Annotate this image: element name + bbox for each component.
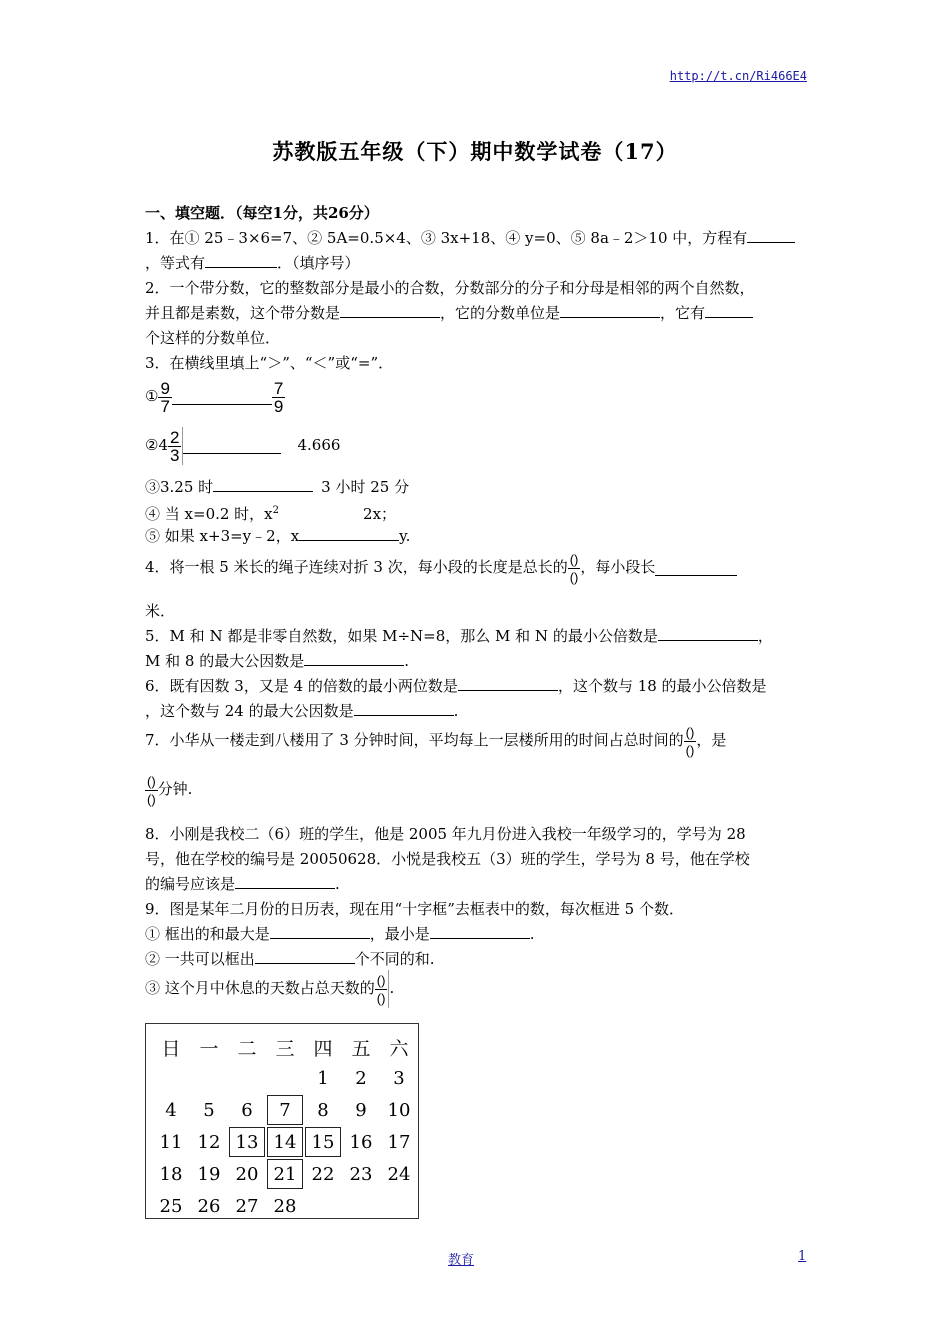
answer-blank[interactable] (340, 303, 440, 318)
q9-text: ② 一共可以框出 (145, 950, 255, 968)
calendar-day: 6 (241, 1099, 253, 1121)
page-number[interactable]: 1 (798, 1249, 807, 1264)
calendar-day: 17 (387, 1131, 411, 1153)
calendar-day: 11 (159, 1131, 183, 1153)
q6-line1 (145, 676, 767, 696)
q9-text: . (389, 979, 395, 997)
calendar-row (152, 1062, 418, 1094)
fraction: $\frac{2}{3}$ (170, 427, 180, 465)
q1-line2 (145, 253, 360, 273)
weekday: 一 (199, 1037, 219, 1060)
calendar-day: 4 (165, 1099, 177, 1121)
q9-line3 (145, 949, 435, 969)
q2-line2 (145, 303, 753, 323)
calendar-day: 12 (197, 1131, 221, 1153)
calendar-day: 9 (355, 1099, 367, 1121)
q1-text: ，等式有 (145, 254, 206, 272)
q7-line1 (145, 720, 726, 760)
q5-text: M 和 8 的最大公因数是 (145, 652, 305, 670)
q5-line1 (145, 626, 773, 646)
fraction: $\frac{()}{()}$ (376, 972, 386, 1006)
q4-line1 (145, 547, 737, 587)
calendar-day: 1 (317, 1067, 329, 1089)
q3-item2 (145, 425, 340, 465)
q3-text: 4.666 (297, 436, 341, 454)
q2-text: ，它的分数单位是 (440, 304, 561, 322)
q5-text: . (404, 652, 409, 670)
q9-text: . (529, 925, 535, 943)
q4-line2: 米． (145, 602, 176, 620)
calendar-day: 25 (159, 1195, 183, 1217)
calendar-day: 20 (235, 1163, 259, 1185)
answer-blank[interactable] (213, 477, 313, 492)
header-link[interactable]: http://t.cn/Ri466E4 (669, 69, 807, 83)
fraction: $\frac{7}{9}$ (273, 378, 284, 416)
q2-line3: 个这样的分数单位． (145, 329, 281, 347)
calendar-day (190, 1062, 228, 1094)
calendar-day: 24 (387, 1163, 411, 1185)
footer-link[interactable]: 教育 (448, 1253, 475, 1268)
answer-blank[interactable] (658, 626, 758, 641)
answer-blank[interactable] (430, 924, 530, 939)
answer-blank[interactable] (255, 949, 355, 964)
calendar-day: 3 (393, 1067, 405, 1089)
q2-text: 并且都是素数，这个带分数是 (145, 304, 341, 322)
q3-text: ③3.25 时 (145, 478, 214, 496)
answer-blank[interactable] (655, 561, 737, 576)
exponent: 2 (272, 505, 280, 516)
q3-text: ④ 当 x=0.2 时，x (145, 505, 273, 523)
q3-prefix: ① (145, 387, 159, 405)
calendar-row (152, 1158, 418, 1190)
q8-line2: 号，他在学校的编号是 20050628．小悦是我校五（3）班的学生，学号为 8 号，他在学校 (145, 850, 750, 868)
q8-text: . (335, 875, 340, 893)
q8-line3 (145, 874, 340, 894)
calendar-day-boxed: 15 (304, 1126, 342, 1158)
q8-line1: 8．小刚是我校二（6）班的学生，他是 2005 年九月份进入我校一年级学习的，学号为 28 (145, 825, 746, 843)
calendar-day: 19 (197, 1163, 221, 1185)
calendar-day: 22 (311, 1163, 335, 1185)
calendar-day (342, 1190, 380, 1222)
calendar-day: 10 (387, 1099, 411, 1121)
weekday: 日 (161, 1037, 181, 1060)
q4-text: 4．将一根 5 米长的绳子连续对折 3 次，每小段的长度是总长的 (145, 558, 568, 576)
answer-blank[interactable] (747, 228, 795, 243)
q7-text: 分钟. (157, 780, 193, 798)
q7-text: 7．小华从一楼走到八楼用了 3 分钟时间，平均每上一层楼所用的时间占总时间的 (145, 731, 684, 749)
q6-text: ，这个数与 18 的最小公倍数是 (557, 677, 767, 695)
calendar-day-boxed: 13 (228, 1126, 266, 1158)
page-title: 苏教版五年级（下）期中数学试卷（17） (272, 139, 678, 164)
calendar-day (228, 1062, 266, 1094)
q7-line2 (145, 769, 192, 809)
q6-line2 (145, 701, 458, 721)
q2-line1: 2．一个带分数，它的整数部分是最小的合数，分数部分的分子和分母是相邻的两个自然数， (145, 279, 755, 297)
q9-line4 (145, 968, 394, 1008)
calendar-day: 28 (273, 1195, 297, 1217)
calendar-day-boxed: 14 (266, 1126, 304, 1158)
q7-text: ，是 (696, 731, 727, 749)
calendar-day: 26 (197, 1195, 221, 1217)
q3-text: y. (399, 527, 411, 545)
section1-heading: 一、填空题．（每空1分，共26分） (145, 204, 379, 222)
q3-text: 3 小时 25 分 (321, 478, 410, 496)
fraction: $\frac{()}{()}$ (147, 773, 156, 807)
q9-text: ，最小是 (369, 925, 430, 943)
calendar-table (152, 1032, 418, 1222)
calendar-weekday-row (152, 1032, 418, 1062)
calendar-day (152, 1062, 190, 1094)
answer-blank[interactable] (458, 676, 558, 691)
q5-text: 5．M 和 N 都是非零自然数，如果 M÷N=8，那么 M 和 N 的最小公倍数是 (145, 627, 658, 645)
calendar-day: 27 (235, 1195, 259, 1217)
q6-text: . (453, 702, 459, 720)
fraction: $\frac{9}{7}$ (160, 378, 170, 416)
answer-blank[interactable] (354, 701, 454, 716)
answer-blank[interactable] (299, 526, 399, 541)
calendar-day (380, 1190, 418, 1222)
q1-text: ．（填序号） (277, 254, 360, 272)
q9-text: 个不同的和. (354, 950, 435, 968)
answer-blank[interactable] (304, 651, 404, 666)
answer-blank[interactable] (270, 924, 370, 939)
fraction: $\frac{()}{()}$ (569, 551, 579, 585)
calendar-day-boxed: 7 (266, 1094, 304, 1126)
q3-item4 (145, 501, 396, 524)
fraction: $\frac{()}{()}$ (685, 724, 695, 758)
calendar-row (152, 1094, 418, 1126)
q3-line1: 3．在横线里填上“＞”、“＜”或“=”． (145, 354, 394, 372)
q3-text: 2x； (363, 505, 397, 523)
q3-text: ⑤ 如果 x+3=y﹣2，x (145, 527, 300, 545)
q1-text: 1．在① 25﹣3×6=7、② 5A=0.5×4、③ 3x+18、④ y=0、⑤ 8a﹣2＞10 中，方程有 (145, 229, 748, 247)
calendar-day-boxed: 21 (266, 1158, 304, 1190)
calendar-day: 2 (355, 1067, 367, 1089)
calendar-day (266, 1062, 304, 1094)
calendar-row (152, 1126, 418, 1158)
calendar-row (152, 1190, 418, 1222)
answer-blank[interactable] (705, 303, 753, 318)
q3-item1 (145, 376, 285, 416)
calendar-day: 16 (349, 1131, 373, 1153)
q4-text: ，每小段长 (580, 558, 656, 576)
q3-prefix: ②4 (145, 436, 168, 454)
weekday: 二 (237, 1037, 257, 1060)
q9-text: ③ 这个月中休息的天数占总天数的 (145, 979, 375, 997)
weekday: 三 (275, 1037, 295, 1060)
q8-text: 的编号应该是 (145, 875, 236, 893)
q5-text: ， (757, 627, 773, 645)
calendar-day (304, 1190, 342, 1222)
answer-blank[interactable] (560, 303, 660, 318)
calendar-figure (145, 1023, 419, 1219)
answer-blank[interactable] (172, 390, 272, 405)
calendar-day: 23 (349, 1163, 373, 1185)
q6-text: ，这个数与 24 的最大公因数是 (145, 702, 354, 720)
q9-text: ① 框出的和最大是 (145, 925, 270, 943)
weekday: 四 (313, 1037, 333, 1060)
calendar-day: 5 (203, 1099, 215, 1121)
weekday: 五 (351, 1037, 371, 1060)
q3-item5 (145, 526, 410, 546)
q3-item3 (145, 477, 409, 497)
answer-blank[interactable] (235, 874, 335, 889)
calendar-day: 8 (317, 1099, 329, 1121)
answer-blank[interactable] (183, 439, 281, 454)
answer-blank[interactable] (205, 253, 277, 268)
q1-line1 (145, 228, 795, 248)
q5-line2 (145, 651, 409, 671)
q9-line1: 9．图是某年二月份的日历表，现在用“十字框”去框表中的数，每次框进 5 个数． (145, 900, 684, 918)
q9-line2 (145, 924, 535, 944)
q6-text: 6．既有因数 3，又是 4 的倍数的最小两位数是 (145, 677, 458, 695)
calendar-day: 18 (159, 1163, 183, 1185)
weekday: 六 (389, 1037, 409, 1060)
q2-text: ，它有 (660, 304, 706, 322)
